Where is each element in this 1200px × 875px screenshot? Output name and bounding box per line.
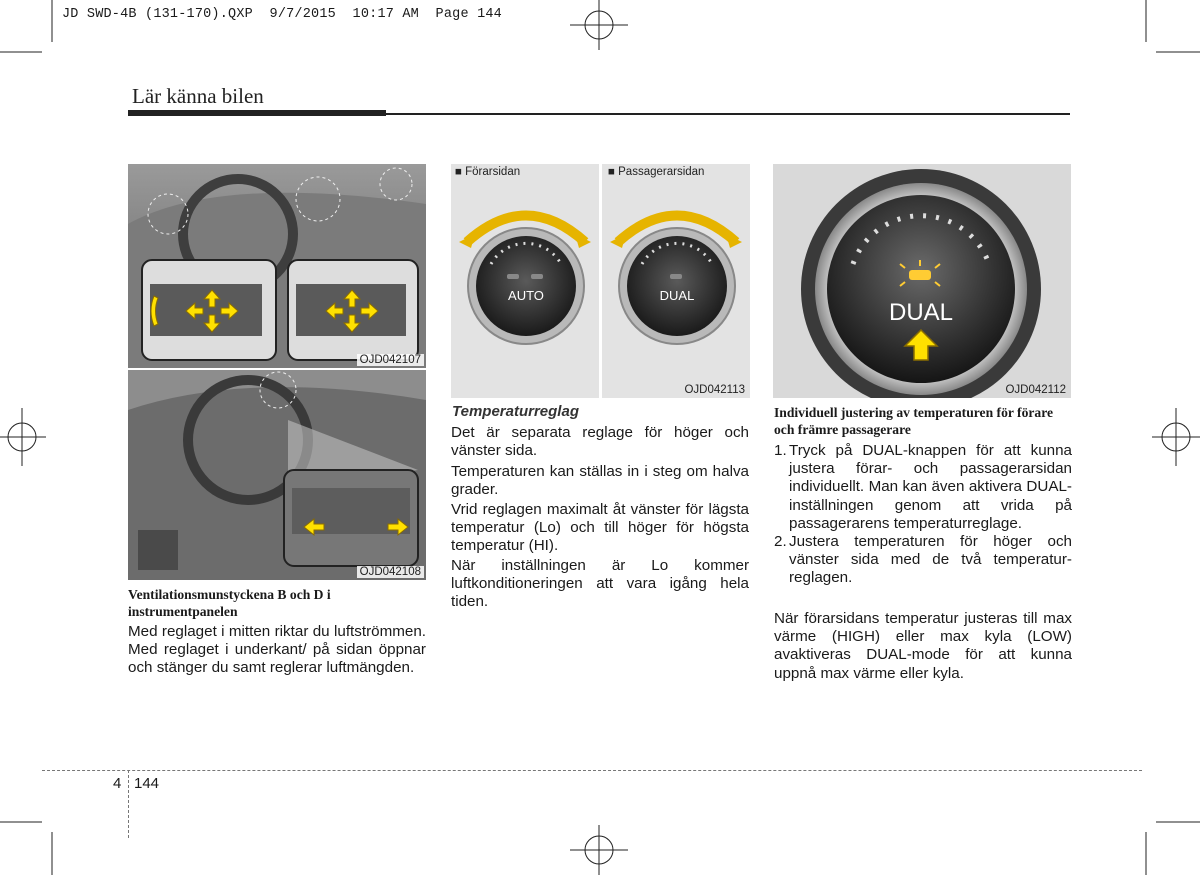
footer-rule [42, 770, 1142, 771]
temp-knob-figure-right [602, 164, 750, 398]
col1-paragraph: Med reglaget i mitten riktar du luftströmmen. Med reglaget i underkant/ på sidan öppnar och stänger du samt reglerar luftmängden. [128, 623, 426, 677]
title-rule-thick [128, 110, 386, 116]
driver-side-label: ■ Förarsidan [455, 166, 521, 178]
step-item [774, 442, 1072, 533]
dual-button-figure [773, 164, 1071, 398]
section-title: Lär känna bilen [132, 84, 264, 108]
col2-paragraph-1: Det är separata reglage för höger och vänster sida. [451, 424, 749, 460]
driver-temp-knob [451, 164, 599, 398]
step-text: Tryck på DUAL-knappen för att kunna justera förar- och passagerarsidan individuellt. Man kan även aktivera DUAL-inställningen genom att vrida på passagerarens temperaturreglage. [789, 442, 1072, 532]
dashboard-side-vent-illustration [128, 370, 426, 580]
vent-figure-top [128, 164, 426, 368]
figure-code: OJD042112 [1005, 384, 1066, 396]
chapter-number: 4 [113, 775, 122, 792]
figure-code: OJD042113 [684, 384, 745, 396]
col1-heading: Ventilationsmunstyckena B och D i instrumentpanelen [128, 587, 331, 619]
col2-paragraph-2: Temperaturen kan ställas in i steg om halva grader. [451, 463, 749, 499]
col2-heading: Temperaturreglag [452, 403, 579, 420]
knob-label-auto: AUTO [508, 288, 544, 303]
figure-code: OJD042108 [357, 566, 424, 578]
dual-button-text: DUAL [888, 299, 954, 326]
col3-steps [774, 442, 1072, 588]
vent-figure-bottom [128, 370, 426, 580]
passenger-temp-knob [602, 164, 750, 398]
passenger-side-label: ■ Passagerarsidan [608, 166, 705, 178]
step-text: Justera temperaturen för höger och vänster sida med de två temperatur- reglagen. [789, 533, 1072, 587]
step-number: 1. [774, 442, 787, 459]
knob-label-dual: DUAL [659, 288, 695, 303]
step-item [774, 533, 1072, 588]
print-meta: JD SWD-4B (131-170).QXP 9/7/2015 10:17 AM Page 144 [62, 7, 502, 22]
page-number: 144 [134, 775, 160, 792]
dual-knob-illustration [773, 164, 1071, 398]
temp-knob-figure-left [451, 164, 599, 398]
col2-paragraph-4: När inställningen är Lo kommer luftkonditioneringen att vara igång hela tiden. [451, 557, 749, 611]
footer-divider [128, 770, 129, 838]
col3-paragraph: När förarsidans temperatur justeras till max värme (HIGH) eller max kyla (LOW) avaktiveras DUAL-mode för att kunna uppnå max värme eller kyla. [774, 610, 1072, 682]
col3-heading: Individuell justering av temperaturen för förare och främre passagerare [774, 405, 1054, 437]
title-rule-thin [386, 113, 1070, 115]
dashboard-vents-illustration [128, 164, 426, 368]
figure-code: OJD042107 [357, 354, 424, 366]
col2-paragraph-3: Vrid reglagen maximalt åt vänster för lägsta temperatur (Lo) och till höger för högsta temperatur (HI). [451, 501, 749, 555]
step-number: 2. [774, 533, 787, 551]
